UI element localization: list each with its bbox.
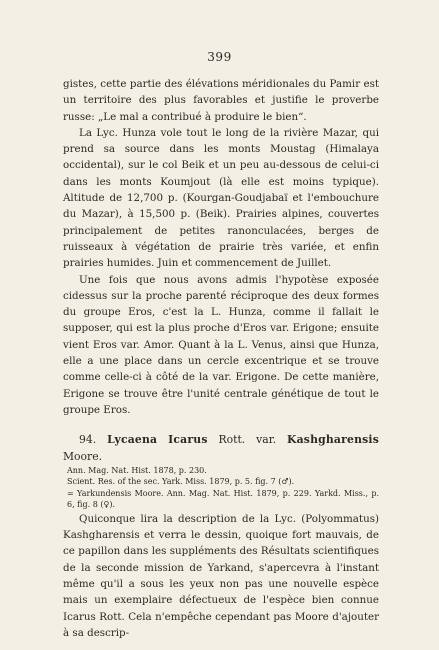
section-gap [63,418,379,432]
page-number: 399 [207,50,232,64]
species-heading [63,432,379,465]
page-body [63,76,379,641]
species-author: Rott. [218,433,246,447]
references [67,465,379,511]
species-name: Icarus [168,433,208,447]
reference-line: Scient. Res. of the sec. Yark. Miss. 1879, p. 5. fig. 7 (♂). [67,477,295,487]
variety-prefix: var. [256,433,277,447]
species-number: 94. [79,433,97,447]
paragraph: La Lyc. Hunza vole tout le long de la rivière Mazar, qui prend sa source dans les monts Moustag (Himalaya occidental), sur le col Beik et un peu au-dessous de celui-ci dans les monts Koumjout (là elle est moins typique). Altitude de 12,700 p. (Kourgan-Goudjabaï et l'embouchure du Mazar), à 15,500 p. (Beik). Prairies alpines, couvertes principalement de petites ranonculacées, berges de ruisseaux à végétation de prairie très variée, et enfin prairies humides. Juin et commencement de Juillet. [63,126,379,270]
paragraph: Quiconque lira la description de la Lyc. (Polyommatus) Kashgharensis et verra le dessin, quoique fort mauvais, de ce papillon dans les suppléments des Résultats scientifiques de la seconde mission de Yarkand, s'apercevra à l'instant même qu'il a sous les yeux non pas une nouvelle espèce mais un exemplaire défectueux de l'espèce bien connue Icarus Rott. Cela n'empêche cependant pas Moore d'ajouter à sa descrip- [63,512,379,639]
paragraph: gistes, cette partie des élévations méridionales du Pamir est un territoire des plus favorables et justifie le proverbe russe: „Le mal a contribué à produire le bien“. [63,78,379,123]
reference-line: = Yarkundensis Moore. Ann. Mag. Nat. Hist. 1879, p. 229. Yarkd. Miss., p. 6, fig. 8 (♀). [67,488,379,510]
variety-author: Moore. [63,449,103,463]
reference-line: Ann. Mag. Nat. Hist. 1878, p. 230. [67,465,207,475]
paragraph: Une fois que nous avons admis l'hypotèse exposée cidessus sur la proche parenté réciproque des deux formes du groupe Eros, c'est la L. Hunza, comme il fallait le supposer, qui est la plus proche d'Eros var. Erigone; ensuite vient Eros var. Amor. Quant à la L. Venus, ainsi que Hunza, elle a une place dans un cercle excentrique et se trouve comme celle-ci à côté de la var. Erigone. De cette manière, Erigone se trouve être l'unité centrale génétique de tout le groupe Eros. [63,273,379,416]
genus-name: Lycaena [107,433,158,447]
variety-name: Kashgharensis [287,433,379,447]
